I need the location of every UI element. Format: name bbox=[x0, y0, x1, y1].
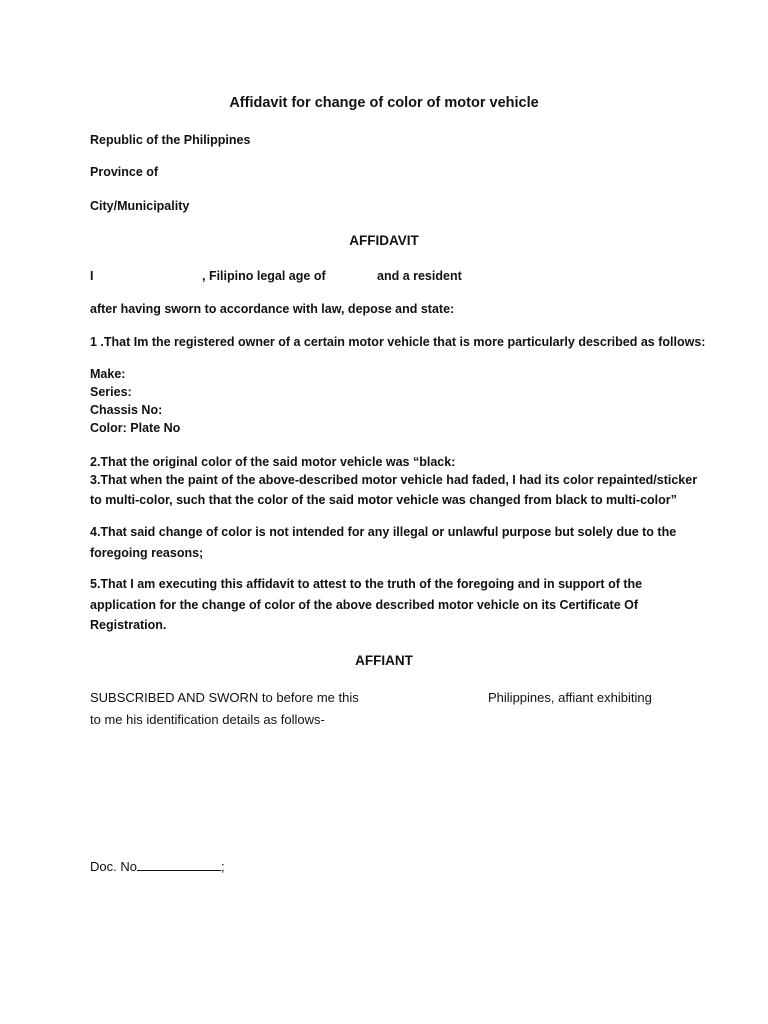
vehicle-color-plate: Color: Plate No bbox=[90, 421, 181, 435]
item-2: 2.That the original color of the said motor vehicle was “black: bbox=[90, 455, 456, 469]
header-republic: Republic of the Philippines bbox=[90, 133, 251, 147]
item-4: 4.That said change of color is not intended for any illegal or unlawful purpose but solely due to the foregoing reasons; bbox=[90, 525, 677, 560]
doc-no-blank bbox=[137, 858, 221, 871]
subscribed-text-a: SUBSCRIBED AND SWORN to before me this bbox=[90, 690, 359, 705]
affidavit-heading: AFFIDAVIT bbox=[349, 233, 419, 248]
subscribed-text-c: to me his identification details as follows- bbox=[90, 712, 325, 727]
item-1: 1 .That Im the registered owner of a certain motor vehicle that is more particularly described as follows: bbox=[90, 335, 706, 349]
item-5: 5.That I am executing this affidavit to attest to the truth of the foregoing and in support of the application for the change of color of the above described motor vehicle on its Certificate Of Registration. bbox=[90, 577, 643, 632]
vehicle-series: Series: bbox=[90, 385, 132, 399]
subscribed-text-b: Philippines, affiant exhibiting bbox=[488, 690, 652, 705]
doc-no-line bbox=[90, 858, 225, 875]
intro-i: I bbox=[90, 269, 94, 283]
item-3-line-1: 3.That when the paint of the above-described motor vehicle had faded, I had its color repainted/sticker bbox=[90, 473, 698, 487]
doc-no-label: Doc. No bbox=[90, 859, 137, 874]
doc-no-end: ; bbox=[220, 859, 225, 874]
item-3-line-2: to multi-color, such that the color of the said motor vehicle was changed from black to multi-color” bbox=[90, 493, 677, 507]
intro-resident: and a resident bbox=[377, 269, 462, 283]
header-city: City/Municipality bbox=[90, 199, 190, 213]
header-province: Province of bbox=[90, 165, 159, 179]
vehicle-make: Make: bbox=[90, 367, 126, 381]
intro-filipino: , Filipino legal age of bbox=[202, 269, 326, 283]
vehicle-chassis: Chassis No: bbox=[90, 403, 163, 417]
document-title: Affidavit for change of color of motor vehicle bbox=[229, 95, 539, 111]
affiant-heading: AFFIANT bbox=[355, 653, 413, 668]
sworn-statement: after having sworn to accordance with law, depose and state: bbox=[90, 302, 455, 316]
